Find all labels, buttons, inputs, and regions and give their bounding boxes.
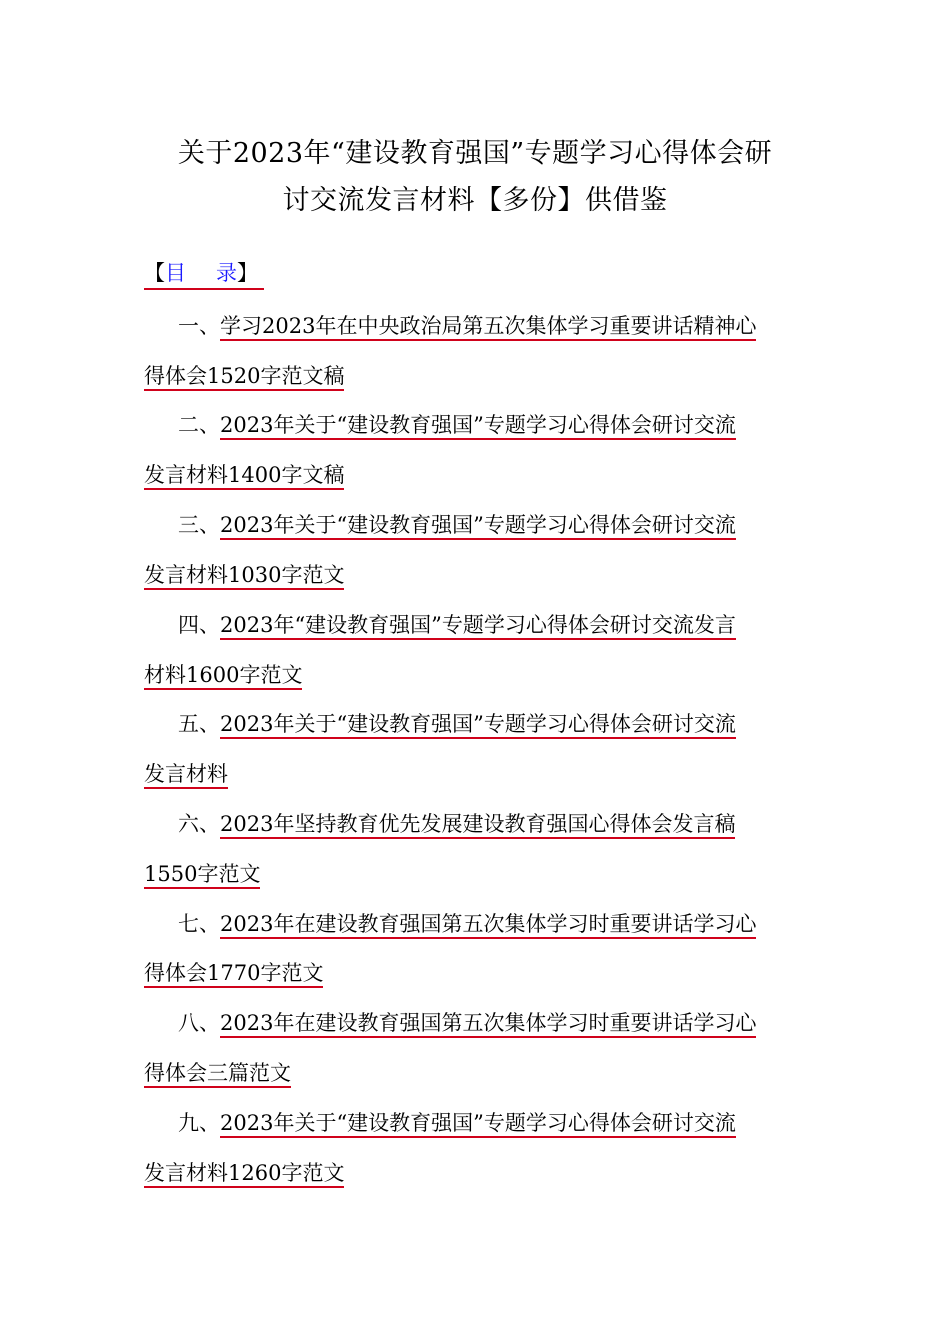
toc-entry-number: 二、 xyxy=(178,413,220,437)
toc-entry-number: 六、 xyxy=(178,812,220,836)
toc-entry-link[interactable]: 2023年在建设教育强国第五次集体学习时重要讲话学习心 xyxy=(220,912,756,939)
toc-entry-1-line-2[interactable] xyxy=(144,361,344,391)
toc-entry-link[interactable]: 2023年关于“建设教育强国”专题学习心得体会研讨交流 xyxy=(220,513,736,540)
toc-entry-link[interactable]: 得体会三篇范文 xyxy=(144,1061,291,1088)
toc-entry-link[interactable]: 得体会1770字范文 xyxy=(144,961,323,988)
toc-entry-link[interactable]: 材料1600字范文 xyxy=(144,663,302,690)
toc-entry-link[interactable]: 得体会1520字范文稿 xyxy=(144,364,344,391)
toc-entry-8-line-1[interactable] xyxy=(178,1008,756,1038)
toc-entry-8-line-2[interactable] xyxy=(144,1058,291,1088)
toc-entry-6-line-2[interactable] xyxy=(144,859,260,889)
toc-entry-link[interactable]: 发言材料1400字文稿 xyxy=(144,463,344,490)
toc-entry-7-line-1[interactable] xyxy=(178,909,756,939)
toc-entry-5-line-1[interactable] xyxy=(178,709,736,739)
toc-entry-2-line-1[interactable] xyxy=(178,410,736,440)
toc-entry-link[interactable]: 学习2023年在中央政治局第五次集体学习重要讲话精神心 xyxy=(220,314,756,341)
toc-entry-link[interactable]: 2023年关于“建设教育强国”专题学习心得体会研讨交流 xyxy=(220,413,736,440)
toc-entry-number: 三、 xyxy=(178,513,220,537)
toc-entry-2-line-2[interactable] xyxy=(144,460,344,490)
toc-entry-number: 四、 xyxy=(178,613,220,637)
toc-entry-link[interactable]: 发言材料 xyxy=(144,762,228,789)
toc-entry-number: 五、 xyxy=(178,712,220,736)
toc-entry-link[interactable]: 发言材料1030字范文 xyxy=(144,563,344,590)
toc-entry-3-line-1[interactable] xyxy=(178,510,736,540)
toc-entry-6-line-1[interactable] xyxy=(178,809,735,839)
toc-entry-link[interactable]: 2023年关于“建设教育强国”专题学习心得体会研讨交流 xyxy=(220,712,736,739)
toc-entry-9-line-1[interactable] xyxy=(178,1108,736,1138)
toc-open-bracket: 【 xyxy=(144,261,165,285)
document-title-line-2: 讨交流发言材料【多份】供借鉴 xyxy=(282,185,668,216)
toc-entry-link[interactable]: 1550字范文 xyxy=(144,862,260,889)
toc-entry-link[interactable]: 2023年坚持教育优先发展建设教育强国心得体会发言稿 xyxy=(220,812,735,839)
toc-char-2: 录 xyxy=(216,261,237,285)
toc-entry-1-line-1[interactable] xyxy=(178,311,756,341)
toc-entry-link[interactable]: 2023年“建设教育强国”专题学习心得体会研讨交流发言 xyxy=(220,613,736,640)
toc-char-1: 目 xyxy=(165,261,186,285)
toc-heading xyxy=(144,258,264,290)
toc-entry-number: 九、 xyxy=(178,1111,220,1135)
toc-entry-link[interactable]: 2023年关于“建设教育强国”专题学习心得体会研讨交流 xyxy=(220,1111,736,1138)
toc-entry-3-line-2[interactable] xyxy=(144,560,344,590)
toc-entry-link[interactable]: 发言材料1260字范文 xyxy=(144,1161,344,1188)
toc-entry-7-line-2[interactable] xyxy=(144,958,323,988)
toc-entry-number: 八、 xyxy=(178,1011,220,1035)
document-title-line-1: 关于2023年“建设教育强国”专题学习心得体会研 xyxy=(177,138,773,169)
toc-entry-link[interactable]: 2023年在建设教育强国第五次集体学习时重要讲话学习心 xyxy=(220,1011,756,1038)
toc-entry-4-line-1[interactable] xyxy=(178,610,736,640)
toc-entry-9-line-2[interactable] xyxy=(144,1158,344,1188)
toc-entry-number: 一、 xyxy=(178,314,220,338)
toc-close-bracket: 】 xyxy=(237,261,258,285)
toc-entry-5-line-2[interactable] xyxy=(144,759,228,789)
toc-entry-4-line-2[interactable] xyxy=(144,660,302,690)
toc-entry-number: 七、 xyxy=(178,912,220,936)
